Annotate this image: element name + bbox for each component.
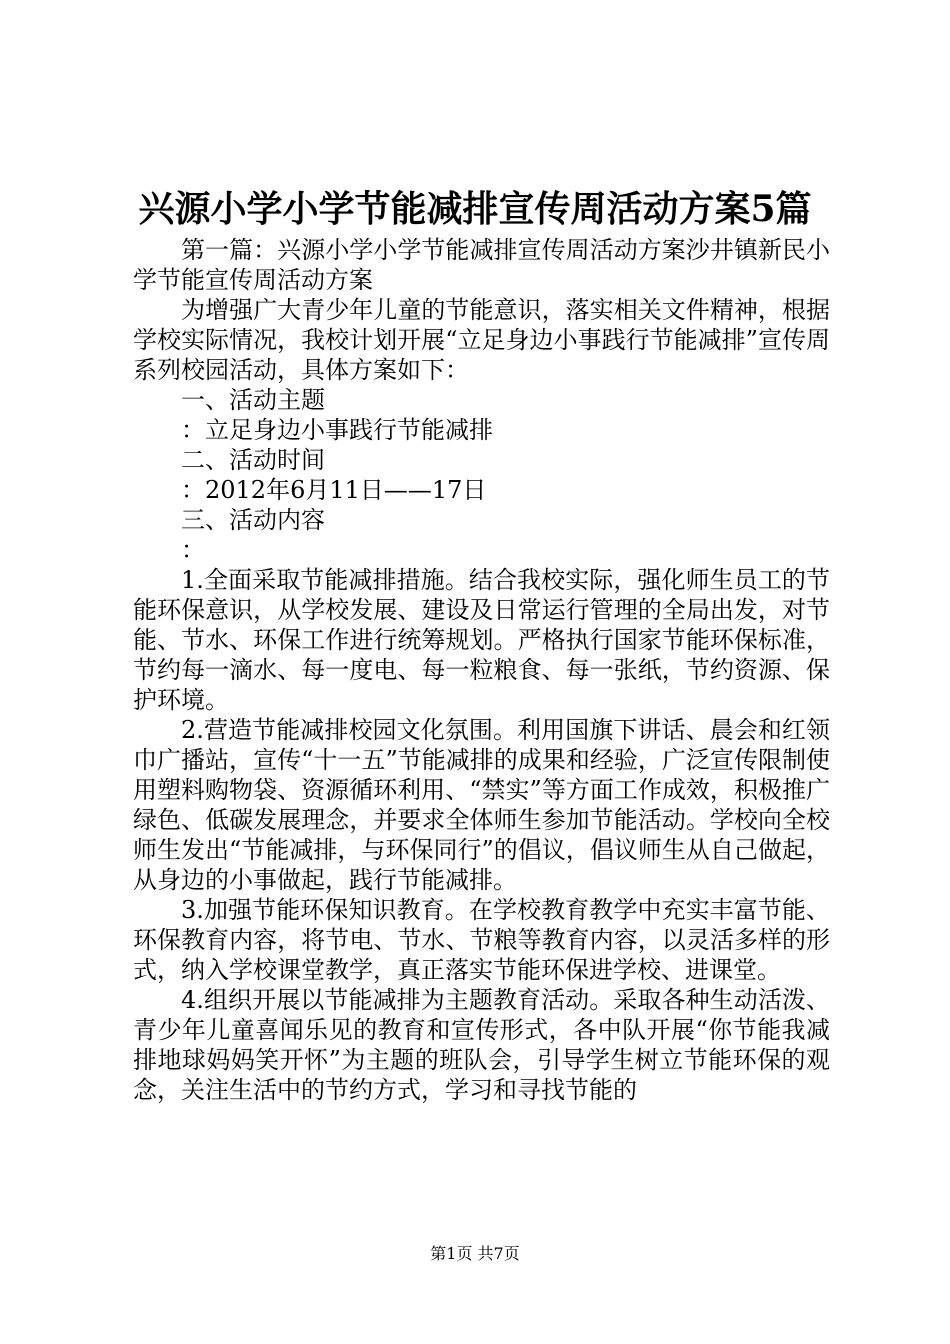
paragraph-purpose: 为增强广大青少年儿童的节能意识，落实相关文件精神，根据学校实际情况，我校计划开展“立足身边小事践行节能减排”宣传周系列校园活动，具体方案如下： [133, 296, 830, 384]
paragraph-item-1: 1.全面采取节能减排措施。结合我校实际，强化师生员工的节能环保意识，从学校发展、建设及日常运行管理的全局出发，对节能、节水、环保工作进行统筹规划。严格执行国家节能环保标准，节约每一滴水、每一度电、每一粒粮食、每一张纸，节约资源、保护环境。 [133, 566, 830, 714]
section-heading-time: 二、活动时间 [181, 446, 325, 474]
document-body [133, 235, 830, 1105]
paragraph-content-colon: ： [181, 536, 205, 564]
paragraph-time: ：2012年6月11日——17日 [181, 476, 487, 504]
paragraph-item-2: 2.营造节能减排校园文化氛围。利用国旗下讲话、晨会和红领巾广播站，宣传“十一五”节能减排的成果和经验，广泛宣传限制使用塑料购物袋、资源循环利用、“禁实”等方面工作成效，积极推广绿色、低碳发展理念，并要求全体师生参加节能活动。学校向全校师生发出“节能减排，与环保同行”的倡议，倡议师生从自己做起，从身边的小事做起，践行节能减排。 [133, 716, 830, 894]
document-title: 兴源小学小学节能减排宣传周活动方案5篇 [138, 188, 812, 230]
page-footer: 第1页 共7页 [430, 1244, 520, 1263]
paragraph-item-3: 3.加强节能环保知识教育。在学校教育教学中充实丰富节能、环保教育内容，将节电、节水、节粮等教育内容，以灵活多样的形式，纳入学校课堂教学，真正落实节能环保进学校、进课堂。 [133, 896, 830, 984]
paragraph-item-4: 4.组织开展以节能减排为主题教育活动。采取各种生动活泼、青少年儿童喜闻乐见的教育和宣传形式，各中队开展“你节能我减排地球妈妈笑开怀”为主题的班队会，引导学生树立节能环保的观念，关注生活中的节约方式，学习和寻找节能的 [133, 986, 830, 1104]
paragraph-theme: ：立足身边小事践行节能减排 [181, 416, 493, 444]
section-heading-theme: 一、活动主题 [181, 386, 325, 414]
paragraph-intro-heading: 第一篇：兴源小学小学节能减排宣传周活动方案沙井镇新民小学节能宣传周活动方案 [133, 236, 830, 294]
section-heading-content: 三、活动内容 [181, 506, 325, 534]
